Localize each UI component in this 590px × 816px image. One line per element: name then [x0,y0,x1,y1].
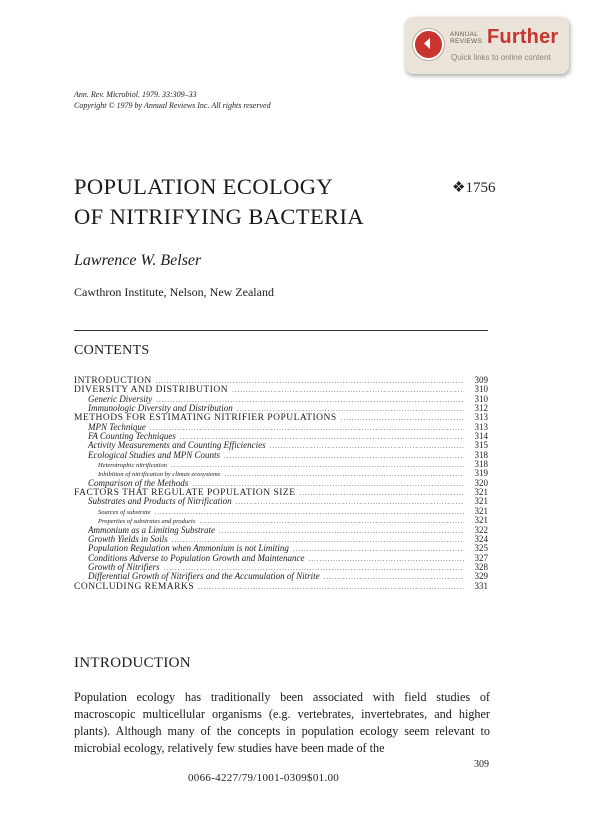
toc-entry-page: 309 [474,375,488,385]
toc-dot-leader [300,489,464,497]
toc-entry-label: CONCLUDING REMARKS [74,581,195,592]
toc-entry-page: 324 [474,533,488,544]
toc-dot-leader [192,480,464,488]
toc-dot-leader [236,498,464,506]
journal-citation: Ann. Rev. Microbiol. 1979. 33:309–33 [74,90,197,99]
toc-entry-page: 325 [474,543,488,554]
toc-entry-label: Differential Growth of Nitrifiers and the Accumulation of Nitrite [88,571,320,582]
article-title [74,172,364,232]
contents-heading: CONTENTS [74,343,150,358]
toc-entry-label: Properties of substrates and products [98,518,196,526]
toc-entry-label: Generic Diversity [88,393,153,404]
toc-entry[interactable] [74,581,488,590]
toc-entry-label: Ammonium as a Limiting Substrate [88,524,216,535]
toc-entry-label: Population Regulation when Ammonium is not Limiting [88,543,289,554]
toc-entry-page: 322 [474,524,488,535]
toc-dot-leader [293,545,464,553]
toc-dot-leader [219,527,464,535]
divider-rule [74,330,488,331]
annual-reviews-further-badge[interactable] [405,17,569,74]
toc-dot-leader [224,452,464,460]
toc-entry[interactable] [74,394,488,403]
toc-entry-label: Growth of Nitrifiers [88,561,160,572]
toc-entry-page: 318 [474,459,488,470]
toc-entry-page: 313 [474,421,488,432]
toc-entry[interactable] [74,459,488,468]
toc-dot-leader [224,470,464,478]
toc-entry-page: 315 [474,440,488,451]
toc-entry-label: Comparison of the Methods [88,477,189,488]
toc-entry-label: Ecological Studies and MPN Counts [88,449,220,460]
page-number: 309 [474,759,489,770]
toc-entry-page: 320 [474,477,488,488]
toc-dot-leader [198,583,464,591]
quick-links-text: Quick links to online content [451,53,551,62]
toc-dot-leader [150,424,464,432]
toc-entry-page: 331 [474,580,488,591]
toc-entry[interactable] [74,450,488,459]
toc-entry[interactable] [74,543,488,552]
toc-dot-leader [154,508,464,516]
toc-dot-leader [341,414,464,422]
toc-entry-label: Inhibition of nitrification by climax ecosystems [98,471,221,479]
toc-entry-page: 310 [474,393,488,404]
reviews-word: REVIEWS [450,38,483,45]
toc-entry-page: 329 [474,571,488,582]
toc-entry-label: Immunologic Diversity and Distribution [88,403,233,414]
article-number: ❖1756 [452,180,496,196]
toc-dot-leader [199,517,464,525]
toc-entry-page: 327 [474,552,488,563]
title-line-2: OF NITRIFYING BACTERIA [74,204,365,229]
toc-entry[interactable] [74,468,488,477]
toc-entry-page: 310 [474,384,488,395]
toc-entry-label: FACTORS THAT REGULATE POPULATION SIZE [74,488,296,499]
introduction-paragraph: Population ecology has traditionally been associated with field studies of macroscopic multicellular organisms (e.g. vertebrates, invertebrates, and higher plants). Although many of the concepts in population ecology seem relevant to microbial ecology, relatively few studies have been made of the [74,690,490,755]
title-line-1: POPULATION ECOLOGY [74,174,334,199]
toc-dot-leader [171,461,464,469]
toc-dot-leader [156,377,464,385]
toc-entry-label: FA Counting Techniques [88,431,176,442]
toc-entry[interactable] [74,525,488,534]
toc-entry-label: METHODS FOR ESTIMATING NITRIFIER POPULATIONS [74,413,337,424]
toc-entry-page: 313 [474,412,488,423]
toc-entry[interactable] [74,496,488,505]
toc-entry[interactable] [74,571,488,580]
toc-entry[interactable] [74,422,488,431]
toc-entry-label: INTRODUCTION [74,376,152,386]
toc-entry-page: 321 [474,487,488,498]
copyright-line: Copyright © 1979 by Annual Reviews Inc. All rights reserved [74,101,271,110]
toc-entry-page: 321 [474,515,488,526]
toc-entry-page: 312 [474,403,488,414]
toc-entry-page: 328 [474,561,488,572]
further-label: Further [487,26,559,48]
toc-entry[interactable] [74,403,488,412]
table-of-contents [74,375,488,590]
toc-dot-leader [270,442,464,450]
toc-entry-page: 321 [474,496,488,507]
annual-reviews-wordmark [450,31,486,45]
toc-entry[interactable] [74,553,488,562]
toc-entry[interactable] [74,431,488,440]
toc-dot-leader [324,573,464,581]
toc-dot-leader [237,405,464,413]
annual-word: ANNUAL [450,31,479,38]
toc-entry-label: Conditions Adverse to Population Growth and Maintenance [88,552,305,563]
toc-entry[interactable] [74,534,488,543]
toc-entry[interactable] [74,440,488,449]
toc-entry[interactable] [74,562,488,571]
toc-entry[interactable] [74,375,488,384]
annual-reviews-logo-icon [413,29,444,60]
toc-dot-leader [232,386,464,394]
toc-entry-page: 318 [474,449,488,460]
toc-entry[interactable] [74,384,488,396]
toc-entry[interactable] [74,515,488,524]
article-code: 0066-4227/79/1001-0309$01.00 [188,772,340,784]
toc-entry-label: Growth Yields in Soils [88,533,168,544]
toc-entry[interactable] [74,487,488,499]
toc-entry-page: 319 [474,468,488,479]
author-name: Lawrence W. Belser [74,252,202,269]
toc-entry-label: Sources of substrate [98,508,151,516]
introduction-heading: INTRODUCTION [74,655,191,671]
toc-dot-leader [308,555,464,563]
author-affiliation: Cawthron Institute, Nelson, New Zealand [74,285,274,299]
citation [74,89,271,111]
toc-entry-label: MPN Technique [88,421,146,432]
toc-entry-label: DIVERSITY AND DISTRIBUTION [74,385,229,396]
toc-entry[interactable] [74,478,488,487]
toc-entry-page: 321 [474,505,488,516]
toc-entry[interactable] [74,506,488,515]
toc-entry-label: Activity Measurements and Counting Efficiencies [88,440,266,451]
toc-entry-page: 314 [474,431,488,442]
toc-entry-label: Heterotrophic nitrification [98,462,168,470]
toc-entry-label: Substrates and Products of Nitrification [88,496,232,507]
toc-entry[interactable] [74,412,488,424]
